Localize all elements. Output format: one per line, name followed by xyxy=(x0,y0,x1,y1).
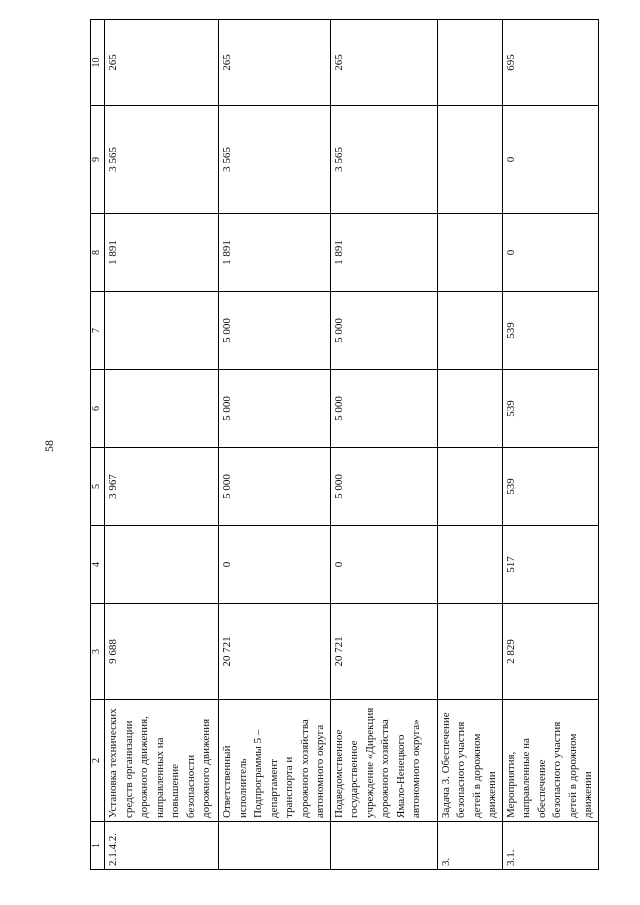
row-name-cell: Ответственный исполнитель Подпрограммы 5 – департамент транспорта и дорожного хозяйства автономного округа xyxy=(219,700,331,822)
value-cell: 2 829 xyxy=(502,604,598,700)
header-cell: 10 xyxy=(91,20,105,106)
value-cell: 0 xyxy=(502,214,598,292)
value-cell xyxy=(437,370,502,448)
value-cell xyxy=(437,214,502,292)
value-cell: 3 565 xyxy=(330,106,437,214)
row-number-cell: 2.1.4.2. xyxy=(105,822,219,870)
header-cell: 8 xyxy=(91,214,105,292)
value-cell xyxy=(437,448,502,526)
value-cell xyxy=(437,20,502,106)
data-table xyxy=(90,19,599,870)
header-cell: 9 xyxy=(91,106,105,214)
row-name-cell: Подведомственное государственное учреждение «Дирекция дорожного хозяйства Ямало-Ненецкого автономного округа» xyxy=(330,700,437,822)
value-cell xyxy=(437,106,502,214)
row-number-cell xyxy=(330,822,437,870)
value-cell: 3 565 xyxy=(219,106,331,214)
value-cell: 0 xyxy=(502,106,598,214)
value-cell: 1 891 xyxy=(330,214,437,292)
value-cell: 5 000 xyxy=(219,370,331,448)
header-cell: 6 xyxy=(91,370,105,448)
table-row xyxy=(219,20,331,870)
value-cell: 20 721 xyxy=(330,604,437,700)
value-cell: 5 000 xyxy=(330,448,437,526)
value-cell: 0 xyxy=(330,526,437,604)
value-cell: 3 565 xyxy=(105,106,219,214)
value-cell xyxy=(105,370,219,448)
rotated-table-container xyxy=(90,20,594,870)
value-cell: 265 xyxy=(105,20,219,106)
header-cell: 4 xyxy=(91,526,105,604)
value-cell: 5 000 xyxy=(330,292,437,370)
value-cell: 1 891 xyxy=(219,214,331,292)
row-name-cell: Мероприятия, направленные на обеспечение безопасного участия детей в дорожном движении xyxy=(502,700,598,822)
header-cell: 3 xyxy=(91,604,105,700)
row-number-cell: 3. xyxy=(437,822,502,870)
value-cell: 20 721 xyxy=(219,604,331,700)
value-cell: 1 891 xyxy=(105,214,219,292)
value-cell: 9 688 xyxy=(105,604,219,700)
value-cell: 0 xyxy=(219,526,331,604)
header-cell: 2 xyxy=(91,700,105,822)
value-cell: 5 000 xyxy=(219,292,331,370)
value-cell: 5 000 xyxy=(219,448,331,526)
header-cell: 7 xyxy=(91,292,105,370)
value-cell: 517 xyxy=(502,526,598,604)
row-name-cell: Задача 3. Обеспечение безопасного участия детей в дорожном движении xyxy=(437,700,502,822)
table-row xyxy=(330,20,437,870)
value-cell: 695 xyxy=(502,20,598,106)
value-cell xyxy=(105,292,219,370)
value-cell: 539 xyxy=(502,370,598,448)
page-number: 58 xyxy=(42,440,56,452)
table-header-row xyxy=(91,20,105,870)
value-cell xyxy=(437,604,502,700)
header-cell: 5 xyxy=(91,448,105,526)
row-number-cell: 3.1. xyxy=(502,822,598,870)
table-row xyxy=(437,20,502,870)
row-number-cell xyxy=(219,822,331,870)
value-cell: 5 000 xyxy=(330,370,437,448)
table-row xyxy=(105,20,219,870)
row-name-cell: Установка технических средств организации дорожного движения, направленных на повышение безопасности дорожного движения xyxy=(105,700,219,822)
value-cell: 265 xyxy=(330,20,437,106)
value-cell xyxy=(437,292,502,370)
value-cell: 539 xyxy=(502,292,598,370)
value-cell: 3 967 xyxy=(105,448,219,526)
table-row xyxy=(502,20,598,870)
value-cell: 539 xyxy=(502,448,598,526)
value-cell xyxy=(105,526,219,604)
value-cell xyxy=(437,526,502,604)
header-cell: 1 xyxy=(91,822,105,870)
value-cell: 265 xyxy=(219,20,331,106)
